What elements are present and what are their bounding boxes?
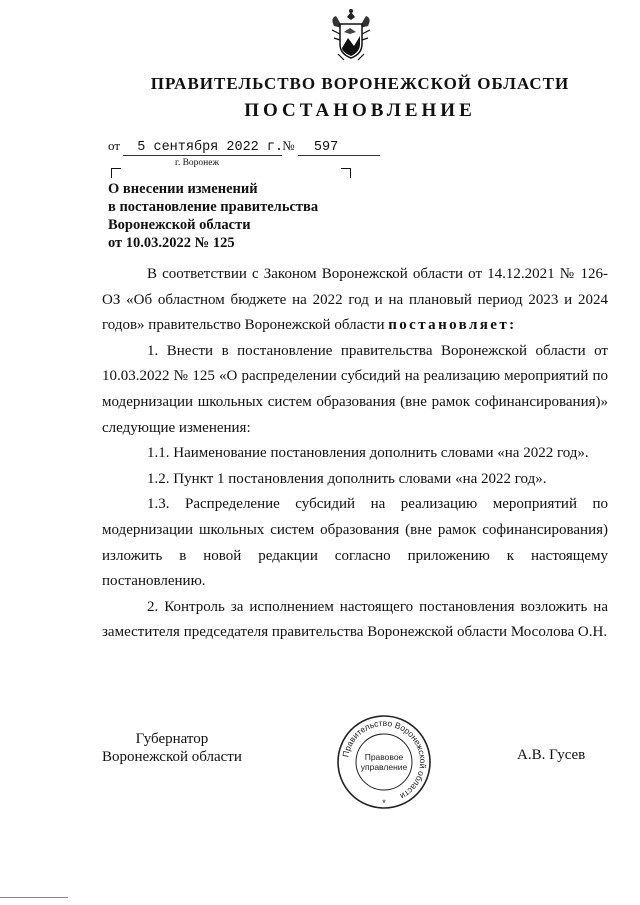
paragraph-2: 2. Контроль за исполнением настоящего постановления возложить на заместителя председателя правительства Воронежской области Мосолова О.Н. [102,598,608,641]
document-subject [108,180,318,252]
subject-line: О внесении изменений [108,181,258,197]
stamp-center-line: Правовое [364,752,404,762]
date-prefix: от [108,138,121,153]
preamble-paragraph [102,262,608,339]
government-title: ПРАВИТЕЛЬСТВО ВОРОНЕЖСКОЙ ОБЛАСТИ [150,74,570,93]
subject-line: Воронежской области [108,217,251,233]
stamp-ring-text: Правительство Воронежской области [340,717,429,802]
paragraph-1-2: 1.2. Пункт 1 постановления дополнить словами «на 2022 год». [147,470,547,487]
signatory-name: А.В. Гусев [517,747,586,763]
document-type: ПОСТАНОВЛЕНИЕ [244,100,476,121]
paragraph-1-1: 1.1. Наименование постановления дополнить словами «на 2022 год». [147,445,589,462]
document-body [102,262,608,646]
stamp-center-line: управление [360,762,408,772]
signatory-title-line: Воронежской области [102,749,242,765]
signatory-title-line: Губернатор [135,731,209,747]
signatory-title [102,730,242,766]
stamp-star-icon: * [382,798,386,808]
official-stamp [336,714,432,810]
paragraph-1: 1. Внести в постановление правительства Воронежской области от 10.03.2022 № 125 «О распределении субсидий на реализацию мероприятий по модернизации школьных систем образования (вне рамок софинансирования)» следующие изменения: [102,342,608,436]
city: г. Воронеж [175,158,220,168]
document-date: 5 сентября 2022 г. [123,140,282,156]
registration-line [108,138,380,156]
paragraph-1-3: 1.3. Распределение субсидий на реализацию мероприятий по модернизации школьных систем образования (вне рамок софинансирования) изложить в новой редакции согласно приложению к настоящему постановлению. [102,496,608,590]
corner-mark-left [111,168,121,178]
subject-line: от 10.03.2022 № 125 [108,235,235,251]
corner-mark-right [341,168,351,178]
footer-divider [0,897,68,898]
preamble-text: В соответствии с Законом Воронежской области от 14.12.2021 № 126-ОЗ «Об областном бюджете на 2022 год и на плановый период 2023 и 2024 годов» правительство Воронежской области [102,266,608,334]
coat-of-arms-icon [328,8,374,64]
decree-word: постановляет: [388,317,517,334]
subject-line: в постановление правительства [108,199,319,215]
number-prefix: № [282,138,295,153]
document-number: 597 [298,140,380,156]
